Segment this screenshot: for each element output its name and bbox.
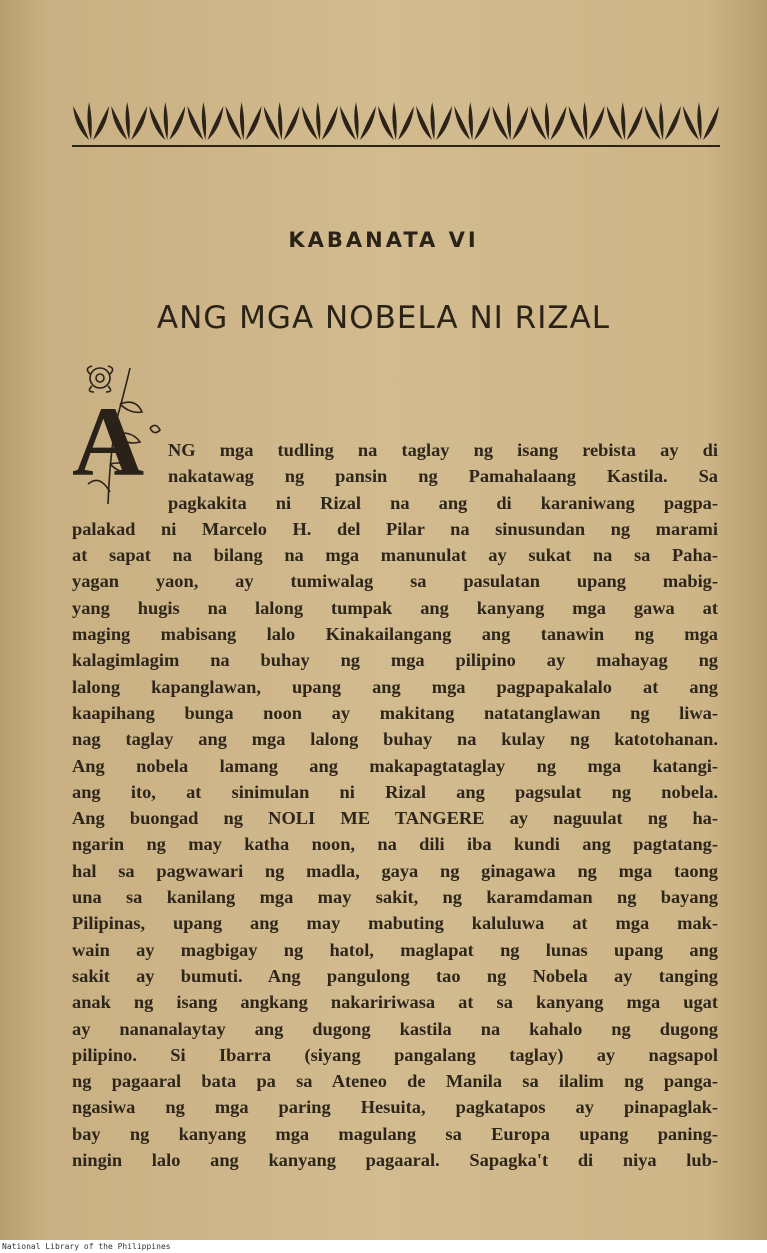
- footer-credit: National Library of the Philippines: [0, 1240, 767, 1253]
- body-line: lalong kapanglawan, upang ang mga pagpapakalalo at ang: [72, 676, 718, 697]
- chapter-title: ANG MGA NOBELA NI RIZAL: [156, 300, 611, 336]
- body-line: pilipino. Si Ibarra (siyang pangalang taglay) ay nagsapol: [72, 1044, 718, 1065]
- body-line: at sapat na bilang na mga manunulat ay sukat na sa Paha-: [72, 545, 718, 566]
- body-line: bay ng kanyang mga magulang sa Europa upang paning-: [72, 1123, 718, 1144]
- body-line: maging mabisang lalo Kinakailangang ang tanawin ng mga: [72, 624, 718, 645]
- leaf-motif: [149, 102, 185, 140]
- body-line: yagan yaon, ay tumiwalag sa pasulatan upang mabig-: [72, 571, 718, 592]
- body-line: palakad ni Marcelo H. del Pilar na sinusundan ng marami: [72, 518, 718, 539]
- leaf-motif: [264, 102, 300, 140]
- body-line: NG mga tudling na taglay ng isang rebista ay di: [168, 440, 718, 460]
- leaf-motif: [302, 102, 338, 140]
- leaf-motif: [683, 102, 719, 140]
- leaf-motif: [454, 102, 490, 140]
- body-line: Ang buongad ng NOLI ME TANGERE ay naguulat ng ha-: [72, 808, 718, 829]
- body-line: kaapihang bunga noon ay makitang natatanglawan ng liwa-: [72, 702, 718, 723]
- body-text: [72, 437, 718, 1173]
- leaf-motif: [607, 102, 643, 140]
- body-line: ang ito, at sinimulan ni Rizal ang pagsulat ng nobela.: [72, 781, 718, 802]
- body-line: kalagimlagim na buhay ng mga pilipino ay mahayag ng: [72, 650, 718, 671]
- body-line: Ang nobela lamang ang makapagtataglay ng mga katangi-: [72, 755, 718, 776]
- leaf-motif: [416, 102, 452, 140]
- leaf-ornament-icon: [72, 96, 720, 148]
- body-line: sakit ay bumuti. Ang pangulong tao ng Nobela ay tanging: [72, 965, 718, 986]
- body-line: hal sa pagwawari ng madla, gaya ng ginagawa ng mga taong: [72, 860, 718, 881]
- body-line: nakatawag ng pansin ng Pamahalaang Kastila. Sa: [168, 466, 718, 487]
- leaf-motif: [492, 102, 528, 140]
- drop-cap-letter: A: [72, 386, 145, 497]
- leaf-motif: [378, 102, 414, 140]
- leaf-motif: [569, 102, 605, 140]
- body-line: una sa kanilang mga may sakit, ng karamdaman ng bayang: [72, 887, 718, 908]
- body-line: ngasiwa ng mga paring Hesuita, pagkatapos ay pinapaglak-: [72, 1097, 718, 1118]
- body-line: nag taglay ang mga lalong buhay na kulay ng katotohanan.: [72, 729, 718, 750]
- leaf-motif: [111, 102, 147, 140]
- leaf-motif: [645, 102, 681, 140]
- body-line: Pilipinas, upang ang may mabuting kaluluwa at mga mak-: [72, 913, 718, 934]
- leaf-motif: [340, 102, 376, 140]
- leaf-motif: [73, 102, 109, 140]
- body-line: ng pagaaral bata pa sa Ateneo de Manila sa ilalim ng panga-: [72, 1071, 718, 1092]
- body-line: ngarin ng may katha noon, na dili iba kundi ang pagtatang-: [72, 834, 718, 855]
- body-line: ningin lalo ang kanyang pagaaral. Sapagka't di niya lub-: [72, 1150, 718, 1171]
- body-line: ay nananalaytay ang dugong kastila na kahalo ng dugong: [72, 1018, 718, 1039]
- body-line: yang hugis na lalong tumpak ang kanyang mga gawa at: [72, 597, 718, 618]
- chapter-heading: KABANATA VI: [288, 228, 479, 252]
- body-line: wain ay magbigay ng hatol, maglapat ng lunas upang ang: [72, 939, 718, 960]
- leaf-motif: [226, 102, 262, 140]
- leaf-motif: [530, 102, 566, 140]
- leaf-motif: [187, 102, 223, 140]
- body-line: pagkakita ni Rizal na ang di karaniwang pagpa-: [168, 492, 718, 513]
- body-line: anak ng isang angkang nakaririwasa at sa kanyang mga ugat: [72, 992, 718, 1013]
